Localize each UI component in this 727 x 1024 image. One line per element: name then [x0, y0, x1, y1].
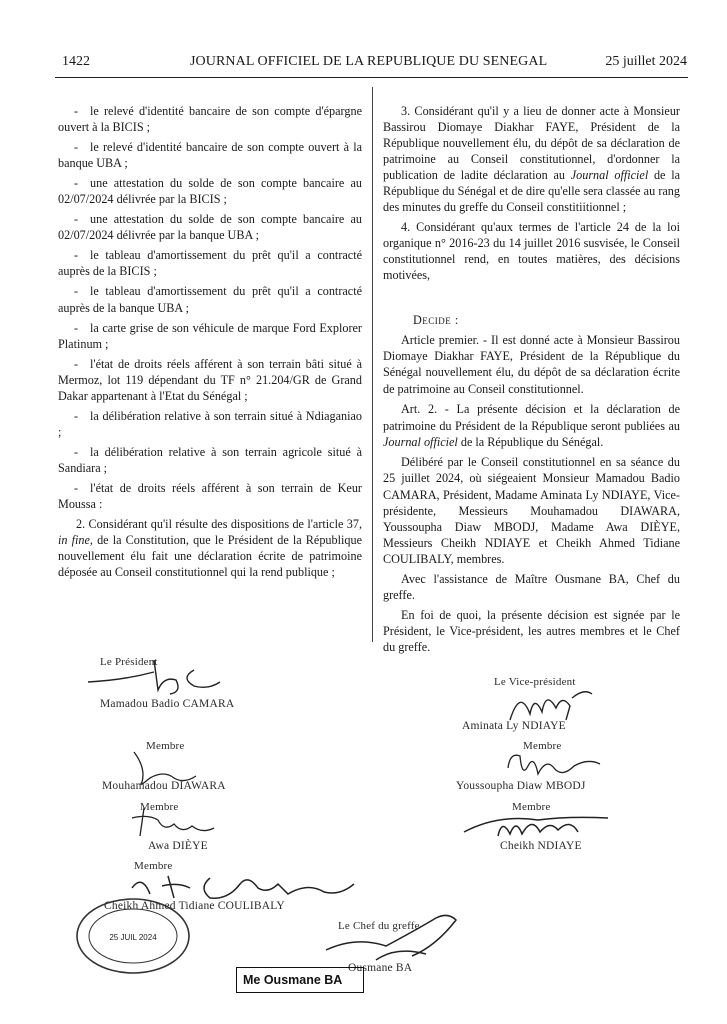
greffe-signature — [316, 906, 476, 968]
article-2-italic: Journal officiel — [383, 435, 458, 449]
journal-title: JOURNAL OFFICIEL DE LA REPUBLIQUE DU SENEGAL — [190, 54, 548, 69]
president-name: Mamadou Badio CAMARA — [100, 698, 235, 710]
member-1-name: Mouhamadou DIAWARA — [102, 780, 226, 792]
list-item: - la délibération relative à son terrain agricole situé à Sandiara ; — [58, 444, 362, 476]
president-signature — [84, 652, 224, 696]
list-item: - la carte grise de son véhicule de marque Ford Explorer Platinum ; — [58, 320, 362, 352]
list-item: - la délibération relative à son terrain situé à Ndiaganiao ; — [58, 408, 362, 440]
list-item: - le relevé d'identité bancaire de son compte ouvert à la banque UBA ; — [58, 139, 362, 171]
list-item: - l'état de droits réels afférent à son terrain de Keur Moussa : — [58, 480, 362, 512]
list-item: - une attestation du solde de son compte bancaire au 02/07/2024 délivrée par la BICIS ; — [58, 175, 362, 207]
article-1: Article premier. - Il est donné acte à Monsieur Bassirou Diomaye Diakhar FAYE, Président de la République du Sénégal nouvellement élu, du dépôt de sa déclaration écrite de patrimoine au Conseil constitutionnel. — [383, 332, 680, 396]
membre-label-2: Membre — [523, 740, 562, 752]
president-title: Le Président — [100, 656, 158, 668]
decide-heading: Decide : — [413, 312, 459, 327]
assistance-paragraph: Avec l'assistance de Maître Ousmane BA, Chef du greffe. — [383, 571, 680, 602]
paragraph-2-start: 2. Considérant qu'il résulte des dispositions de l'article 37, — [76, 517, 362, 532]
paragraph-2 — [58, 516, 362, 580]
list-item: - le tableau d'amortissement du prêt qu'il a contracté auprès de la banque UBA ; — [58, 283, 362, 315]
greffe-title: Le Chef du greffe — [338, 920, 420, 932]
left-column — [58, 103, 362, 584]
greffe-name: Ousmane BA — [348, 962, 413, 974]
page-header — [62, 46, 687, 68]
paragraph-3-start: 3. Considérant qu'il y a lieu de donner acte à Monsieur Bassirou Diomaye Diakhar FAYE, Président de la République nouvellement élu, du dépôt de sa déclaration de patrimoine au Conseil constitutionnel, d'ordonner la publication de ladite déclaration au — [383, 104, 680, 183]
closing-paragraph: En foi de quoi, la présente décision est signée par le Président, le Vice-président, les autres membres et le Chef du greffe. — [383, 607, 680, 654]
article-2-end: de la République du Sénégal. — [457, 435, 604, 449]
member-4-name: Cheikh NDIAYE — [500, 840, 582, 852]
paragraph-2-italic: in fine — [58, 533, 90, 548]
spacer — [383, 288, 680, 306]
paragraph-3-end: de la République du Sénégal et de dire qu'elle sera classée au rang des minutes du greffe du Conseil constitiitionnel ; — [383, 168, 680, 215]
paragraph-4: 4. Considérant qu'aux termes de l'article 24 de la loi organique n° 2016-23 du 14 juillet 2016 susvisée, le Conseil constitutionnel rend, en toutes matières, des décisions motivées, — [383, 220, 680, 283]
member-3-signature — [118, 804, 228, 840]
article-2-start: Art. 2. - La présente décision et la déclaration de patrimoine du Président de la République seront publiées au — [383, 402, 680, 433]
stamp-date: 25 JUIL 2024 — [109, 933, 157, 942]
deliberation-paragraph: Délibéré par le Conseil constitutionnel en sa séance du 25 juillet 2024, où siégeaient Monsieur Mamadou Badio CAMARA, Président, Madame Aminata Ly NDIAYE, Vice-présidente, Messieurs Mouhamadou DIAWARA, Youssoupha Diaw MBODJ, Madame Awa DIÈYE, Messieurs Cheikh NDIAYE et Cheikh Ahmed Tidiane COULIBALY, membres. — [383, 455, 680, 566]
vice-president-signature — [500, 684, 600, 724]
official-stamp — [74, 896, 192, 976]
list-item: - l'état de droits réels afférent à son terrain bâti situé à Mermoz, lot 119 dépendant du TF n° 21.204/GR de Grand Dakar appartenant à l'Etat du Sénégal ; — [58, 356, 362, 404]
membre-label-1: Membre — [146, 740, 185, 752]
paragraph-3 — [383, 103, 680, 215]
member-5-name: Cheikh Ahmed Tidiane COULIBALY — [104, 900, 285, 912]
header-rule — [55, 77, 688, 78]
vice-president-title: Le Vice-président — [494, 676, 576, 688]
member-2-name: Youssoupha Diaw MBODJ — [456, 780, 586, 792]
list-item: - une attestation du solde de son compte bancaire au 02/07/2024 délivrée par la banque UBA ; — [58, 211, 362, 243]
article-2 — [383, 401, 680, 450]
page-number: 1422 — [62, 54, 90, 69]
vice-president-name: Aminata Ly NDIAYE — [462, 720, 566, 732]
paragraph-2-end: , de la Constitution, que le Président de la République nouvellement élu fait une déclaration écrite de patrimoine déposée au Conseil constitutionnel qui la rend publique ; — [58, 533, 362, 580]
list-item: - le tableau d'amortissement du prêt qu'il a contracté auprès de la BICIS ; — [58, 247, 362, 279]
publication-date: 25 juillet 2024 — [605, 54, 687, 69]
membre-label-3: Membre — [140, 801, 179, 813]
list-item: - le relevé d'identité bancaire de son compte d'épargne ouvert à la BICIS ; — [58, 103, 362, 135]
paragraph-3-italic: Journal officiel — [570, 168, 649, 183]
member-3-name: Awa DIÈYE — [148, 840, 208, 852]
right-column — [383, 103, 680, 659]
membre-label-4: Membre — [512, 801, 551, 813]
greffier-name-box: Me Ousmane BA — [236, 967, 364, 993]
member-2-signature — [498, 748, 608, 784]
column-divider — [372, 87, 373, 642]
membre-label-5: Membre — [134, 860, 173, 872]
member-4-signature — [458, 808, 618, 844]
